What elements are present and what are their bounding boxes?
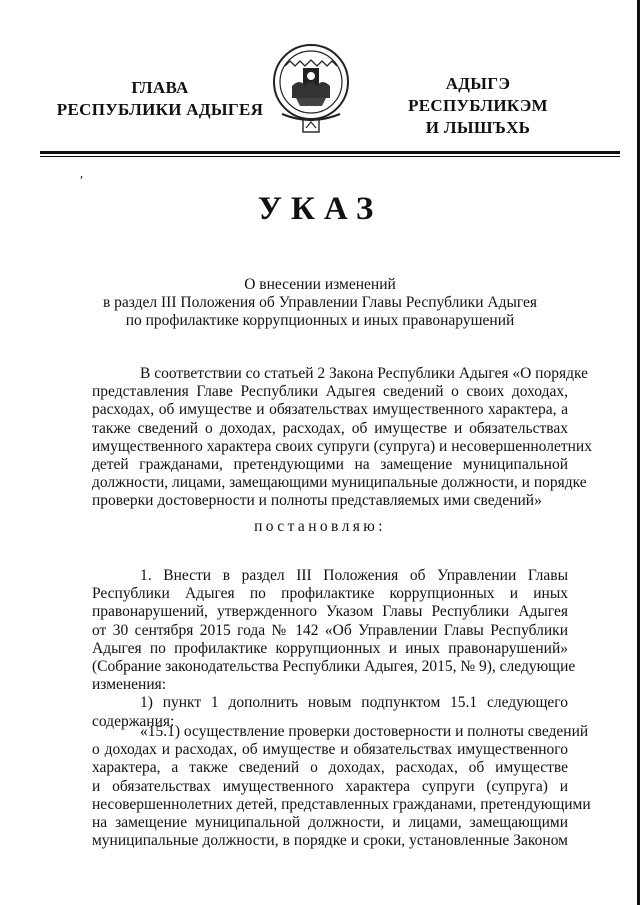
quoted-amendment (92, 723, 591, 850)
text-line: (Собрание законодательства Республики Адыгея, 2015, № 9), следующие (92, 658, 576, 676)
document-subtitle (70, 276, 570, 330)
preamble-paragraph (92, 365, 592, 511)
text-line: 1. Внести в раздел III Положения об Управлении Главы (140, 567, 568, 584)
issuer-line: ГЛАВА (131, 78, 189, 97)
text-line: и обязательствах имущественного характера супруги (супруга) и (92, 777, 568, 795)
issuer-line: И ЛЫШЪХЬ (425, 118, 531, 137)
header-rule-thin (40, 156, 620, 157)
text-line: детей гражданами, претендующими на замещение муниципальной (92, 456, 568, 474)
text-line: должности, лицами, замещающими муниципальные должности, и порядке (92, 474, 587, 492)
text-line: имущественного характера своих супруги (супруга) и несовершеннолетних (92, 437, 592, 455)
item-1-paragraph (92, 567, 576, 731)
document-title: УКАЗ (257, 191, 383, 227)
text-line: содержания: (92, 712, 175, 730)
text-line: правонарушений, утвержденного Указом Главы Республики Адыгея (92, 603, 568, 621)
issuer-name-adyghe (378, 73, 578, 139)
text-line: Республики Адыгея по профилактике коррупционных и иных (92, 585, 568, 603)
subtitle-line: О внесении изменений (244, 276, 396, 293)
issuer-name-russian (52, 77, 268, 121)
text-line: В соответствии со статьей 2 Закона Республики Адыгея «О порядке (140, 365, 589, 382)
text-line: муниципальные должности, в порядке и сроки, установленные Законом (92, 832, 568, 850)
decree-operative-word: постановляю: (254, 518, 386, 535)
text-line: расходах, об имуществе и обязательствах имущественного характера, а (92, 401, 568, 419)
header-rule (40, 151, 620, 154)
subtitle-line: по профилактике коррупционных и иных правонарушений (125, 312, 515, 329)
issuer-line: АДЫГЭ РЕСПУБЛИКЭМ (408, 74, 548, 115)
text-line: несовершеннолетних детей, представленных гражданами, претендующими (92, 795, 591, 813)
text-line: представления Главе Республики Адыгея сведений о своих доходах, (92, 383, 568, 401)
text-line: «15.1) осуществление проверки достоверности и полноты сведений (140, 723, 589, 740)
scan-mark: ′ (80, 174, 84, 189)
issuer-line: РЕСПУБЛИКИ АДЫГЕЯ (56, 100, 264, 119)
coat-of-arms-icon (270, 42, 352, 138)
text-line: проверки достоверности и полноты представляемых ими сведений» (92, 492, 542, 510)
text-line: 1) пункт 1 дополнить новым подпунктом 15.1 следующего (140, 694, 568, 712)
text-line: также сведений о доходах, расходах, об имуществе и обязательствах (92, 419, 568, 437)
text-line: от 30 сентября 2015 года № 142 «Об Управлении Главы Республики (92, 621, 568, 639)
text-line: Адыгея по профилактике коррупционных и иных правонарушений» (92, 639, 568, 657)
text-line: характера, а также сведений о доходах, расходах, об имуществе (92, 759, 568, 777)
subtitle-line: в раздел III Положения об Управлении Главы Республики Адыгея (102, 294, 538, 311)
text-line: изменения: (92, 676, 167, 694)
text-line: на замещение муниципальной должности, и лицами, замещающими (92, 814, 568, 832)
text-line: о доходах и расходах, об имуществе и обязательствах имущественного (92, 741, 568, 759)
